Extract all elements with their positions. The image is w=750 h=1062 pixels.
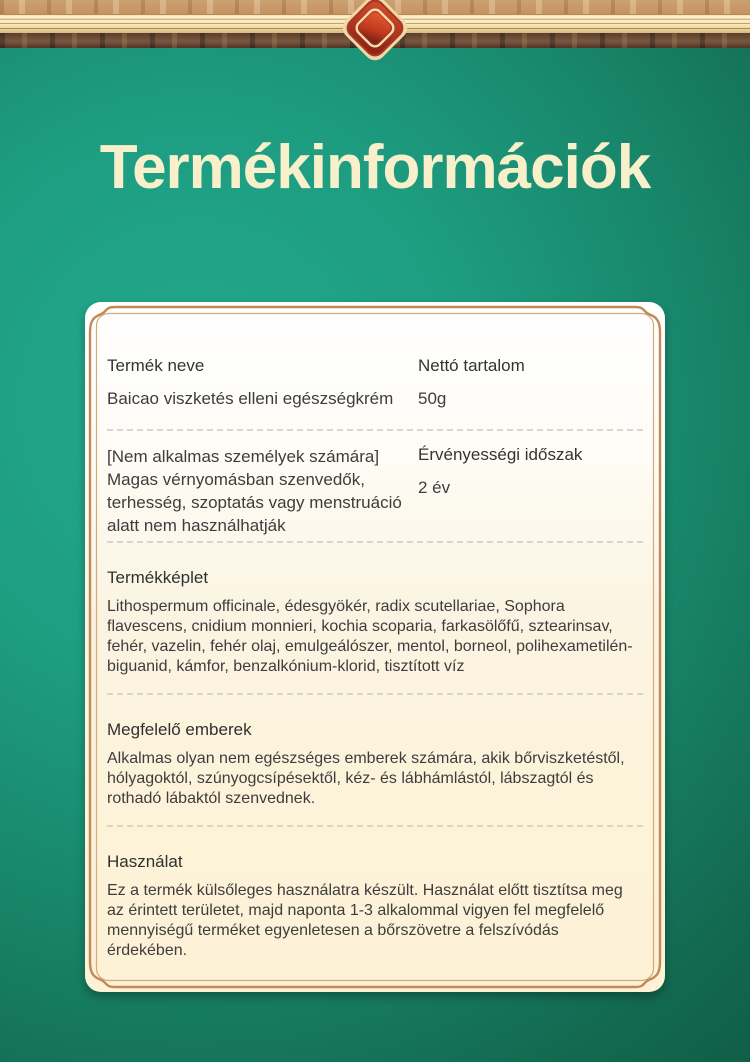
dashed-divider xyxy=(107,693,643,695)
dashed-divider xyxy=(107,825,643,827)
product-name-cell xyxy=(107,356,418,409)
net-content-label: Nettó tartalom xyxy=(418,356,525,375)
warning-validity-row xyxy=(107,445,643,537)
page-title: Termékinformációk xyxy=(99,133,651,202)
diamond-ornament-icon xyxy=(335,0,415,70)
dashed-divider xyxy=(107,541,643,543)
section-usage xyxy=(107,851,643,961)
product-info-card xyxy=(85,302,665,992)
formula-heading: Termékképlet xyxy=(107,568,209,587)
product-name-label: Termék neve xyxy=(107,356,205,375)
validity-label: Érvényességi időszak xyxy=(418,445,583,464)
card-content xyxy=(85,302,665,961)
validity-value: 2 év xyxy=(418,478,451,497)
suitable-people-body: Alkalmas olyan nem egészséges emberek számára, akik bőrviszketéstől, hólyagoktól, szúnyogcsípésektől, kéz- és lábhámlástól, lábszagtól és rothadó lábaktól szenvednek. xyxy=(107,750,625,807)
validity-cell xyxy=(418,445,643,537)
usage-body: Ez a termék külsőleges használatra készült. Használat előtt tisztítsa meg az érintett területet, majd naponta 1-3 alkalommal vigyen fel megfelelő mennyiségű terméket egyenletesen a bőrszövetre a felszívódás érdekében. xyxy=(107,882,623,959)
section-formula xyxy=(107,567,643,677)
net-content-value: 50g xyxy=(418,389,447,408)
usage-heading: Használat xyxy=(107,852,183,871)
formula-body: Lithospermum officinale, édesgyökér, radix scutellariae, Sophora flavescens, cnidium monnieri, kochia scoparia, farkasölőfű, sztearinsav, fehér, vazelin, fehér olaj, emulgeálószer, mentol, borneol, polihexametilén-biguanid, kámfor, benzalkónium-klorid, tisztított víz xyxy=(107,598,633,675)
product-name-row xyxy=(107,356,643,409)
section-suitable-people xyxy=(107,719,643,809)
contraindication-text: [Nem alkalmas személyek számára] Magas vérnyomásban szenvedők, terhesség, szoptatás vagy menstruáció alatt nem használhatják xyxy=(107,447,402,535)
suitable-people-heading: Megfelelő emberek xyxy=(107,720,252,739)
net-content-cell xyxy=(418,356,643,409)
product-name-value: Baicao viszketés elleni egészségkrém xyxy=(107,389,394,408)
top-wood-bar xyxy=(0,0,750,48)
dashed-divider xyxy=(107,429,643,431)
contraindication-cell xyxy=(107,445,418,537)
